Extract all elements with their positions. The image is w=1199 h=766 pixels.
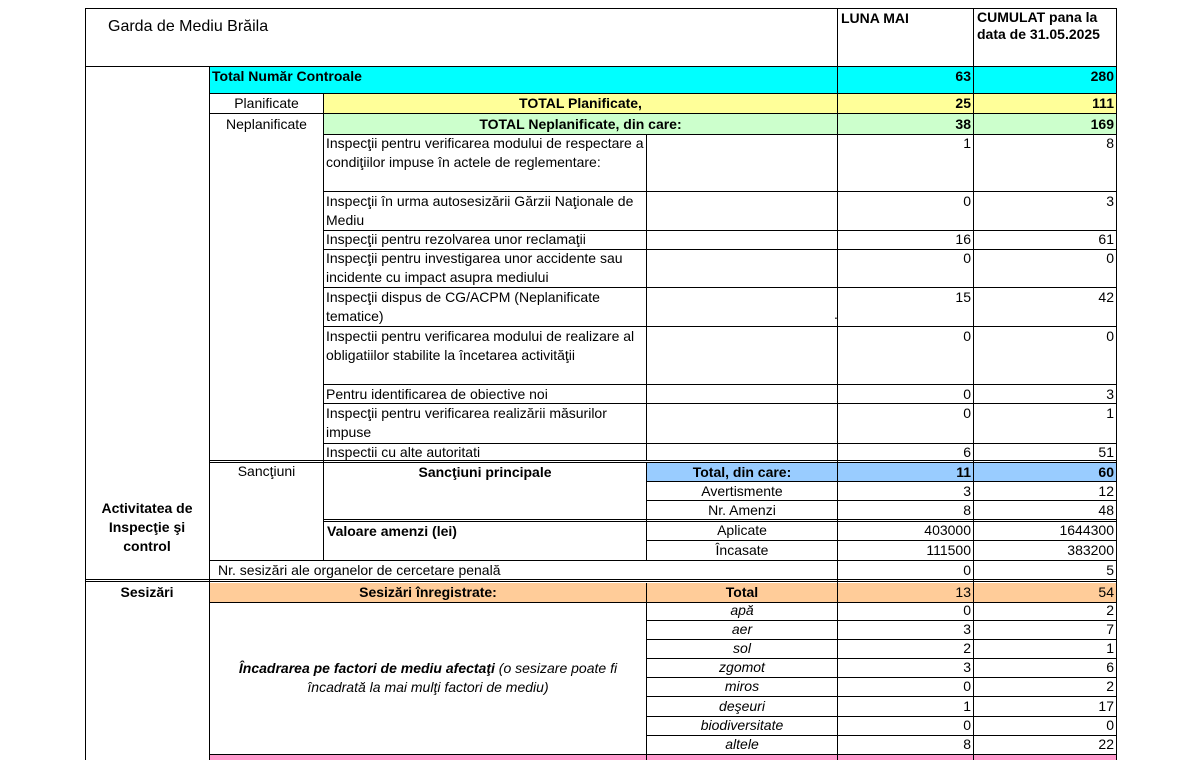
factor-cumulative: 0 <box>1106 717 1114 733</box>
unplanned-item-month: 0 <box>963 250 971 266</box>
unplanned-item-label: Inspecţii în urma autosesizării Gărzii Naţionale de Mediu <box>326 193 634 228</box>
criminal-referrals-cumulative: 5 <box>1106 562 1114 578</box>
unplanned-cumulative: 169 <box>1090 116 1114 132</box>
unplanned-item-label: Inspecţii pentru verificarea realizării măsurilor impuse <box>326 405 607 440</box>
complaints-total-month: 13 <box>955 584 971 600</box>
factor-label: biodiversitate <box>700 717 784 733</box>
fines-collected-cumulative: 383200 <box>1067 542 1114 558</box>
criminal-referrals-label: Nr. sesizări ale organelor de cercetare penală <box>218 562 501 578</box>
complaints-section-label: Sesizări <box>120 584 174 600</box>
factor-label: sol <box>733 640 751 656</box>
planned-group-label: Planificate <box>234 95 299 111</box>
unplanned-item-month: 16 <box>955 231 971 247</box>
unplanned-item-month: 6 <box>963 444 971 460</box>
unplanned-item-label: Inspecţii pentru verificarea modului de respectare a condiţiilor impuse în actele de reglementare: <box>326 135 644 170</box>
fines-count-cumulative: 48 <box>1098 502 1114 518</box>
fine-value-label: Valoare amenzi (lei) <box>327 523 457 539</box>
factor-label: apă <box>730 602 754 618</box>
sanctions-group-label: Sancţiuni <box>237 463 296 479</box>
unplanned-item-month: 0 <box>963 386 971 402</box>
sanctions-total-label: Total, din care: <box>692 464 792 480</box>
unplanned-item-cumulative: 8 <box>1106 135 1114 151</box>
factor-month: 3 <box>963 621 971 637</box>
fines-applied-cumulative: 1644300 <box>1059 522 1114 538</box>
unplanned-item-month: 0 <box>963 405 971 421</box>
fines-applied-month: 403000 <box>924 522 971 538</box>
factor-month: 0 <box>963 717 971 733</box>
unplanned-item-cumulative: 0 <box>1106 250 1114 266</box>
sanctions-total-cumulative: 60 <box>1098 464 1114 480</box>
unplanned-group-label: Neplanificate <box>226 116 307 132</box>
factor-month: 3 <box>963 659 971 675</box>
complaints-total-cumulative: 54 <box>1098 584 1114 600</box>
factor-cumulative: 6 <box>1106 659 1114 675</box>
planned-cumulative: 111 <box>1092 95 1114 111</box>
factor-classification-title: Încadrarea pe factori de mediu afectaţi <box>238 660 495 676</box>
complaints-registered-label: Sesizări înregistrate: <box>359 584 497 600</box>
factor-cumulative: 22 <box>1098 736 1114 752</box>
factor-cumulative: 2 <box>1106 602 1114 618</box>
org-title: Garda de Mediu Brăila <box>108 18 269 35</box>
unplanned-item-cumulative: 61 <box>1098 231 1114 247</box>
fines-count-month: 8 <box>963 502 971 518</box>
fines-count-label: Nr. Amenzi <box>708 502 776 518</box>
factor-classification-remark: (o sesizare poate fi încadrată la mai mulţi factori de mediu) <box>307 660 618 695</box>
factor-label: aer <box>731 621 753 637</box>
factor-label: deşeuri <box>719 698 765 714</box>
bottom-pink-strip <box>210 755 1116 760</box>
factor-label: zgomot <box>719 659 765 675</box>
unplanned-item-label: Inspecţii dispus de CG/ACPM (Neplanificate tematice) <box>326 289 600 324</box>
fines-collected-label: Încasate <box>715 542 769 558</box>
fines-collected-month: 111500 <box>926 542 971 558</box>
warnings-month: 3 <box>963 483 971 499</box>
sanctions-total-month: 11 <box>956 464 971 480</box>
factor-month: 0 <box>963 602 971 618</box>
factor-label: altele <box>725 736 759 752</box>
unplanned-item-cumulative: 0 <box>1106 328 1114 344</box>
total-controls-label: Total Număr Controale <box>212 68 362 84</box>
fines-applied-label: Aplicate <box>717 522 767 538</box>
stray-dot-mark: . <box>834 306 838 322</box>
unplanned-item-month: 1 <box>963 135 971 151</box>
unplanned-item-label: Pentru identificarea de obiective noi <box>326 386 548 402</box>
unplanned-item-month: 0 <box>963 328 971 344</box>
unplanned-total-label: TOTAL Neplanificate, din care: <box>479 116 682 132</box>
factor-label: miros <box>724 678 760 694</box>
total-controls-cumulative: 280 <box>1090 68 1114 84</box>
unplanned-month: 38 <box>955 116 971 132</box>
activity-section-label: Activitatea de Inspecţie şi control <box>101 500 193 554</box>
planned-month: 25 <box>955 95 971 111</box>
factor-classification-note <box>212 659 644 697</box>
factor-cumulative: 1 <box>1106 640 1114 656</box>
factor-month: 2 <box>963 640 971 656</box>
unplanned-item-label: Inspecţii pentru investigarea unor accidente sau incidente cu impact asupra mediului <box>326 250 623 285</box>
factor-month: 0 <box>963 678 971 694</box>
factor-month: 8 <box>963 736 971 752</box>
factor-month: 1 <box>963 698 971 714</box>
unplanned-item-label: Inspecţii pentru rezolvarea unor reclamaţii <box>326 231 586 247</box>
criminal-referrals-month: 0 <box>963 562 971 578</box>
warnings-label: Avertismente <box>701 483 783 499</box>
unplanned-item-label: Inspectii cu alte autoritati <box>326 444 481 460</box>
sanctions-main-label: Sancţiuni principale <box>418 464 552 480</box>
unplanned-item-cumulative: 51 <box>1098 444 1114 460</box>
cumulative-column-header: CUMULAT pana la data de 31.05.2025 <box>977 9 1100 42</box>
total-controls-month: 63 <box>955 68 971 84</box>
warnings-cumulative: 12 <box>1098 483 1114 499</box>
factor-cumulative: 17 <box>1098 698 1114 714</box>
complaints-total-label: Total <box>725 584 759 600</box>
factor-cumulative: 7 <box>1106 621 1114 637</box>
factor-cumulative: 2 <box>1106 678 1114 694</box>
unplanned-item-cumulative: 1 <box>1106 405 1114 421</box>
unplanned-item-cumulative: 3 <box>1106 386 1114 402</box>
unplanned-item-month: 15 <box>955 289 971 305</box>
unplanned-item-cumulative: 42 <box>1098 289 1114 305</box>
unplanned-item-month: 0 <box>963 193 971 209</box>
month-column-header: LUNA MAI <box>841 10 909 26</box>
unplanned-item-label: Inspectii pentru verificarea modului de realizare al obligatiilor stabilite la încetarea activităţii <box>326 328 635 363</box>
unplanned-item-cumulative: 3 <box>1106 193 1114 209</box>
planned-total-label: TOTAL Planificate, <box>519 95 642 111</box>
